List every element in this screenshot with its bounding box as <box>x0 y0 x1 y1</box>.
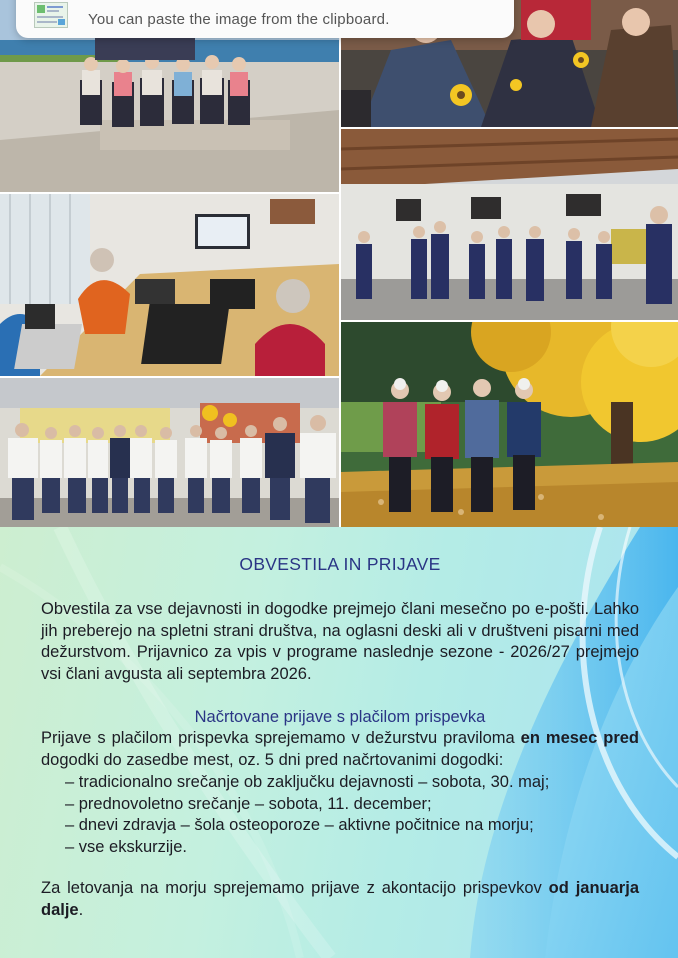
registration-text-start: Prijave s plačilom prispevka sprejemamo v dežurstvu praviloma <box>41 729 521 747</box>
list-item: – tradicionalno srečanje ob zaključku dejavnosti – sobota, 30. maj; <box>65 773 550 791</box>
clipboard-paste-notification[interactable] <box>16 0 514 38</box>
seaside-text-end: . <box>78 900 84 919</box>
choir-group-photo <box>0 378 339 527</box>
seaside-text-bold: od januarja dalje <box>41 879 639 919</box>
section-title: OBVESTILA IN PRIJAVE <box>239 554 441 574</box>
seaside-stay-paragraph <box>41 878 639 921</box>
notices-paragraph: Obvestila za vse dejavnosti in dogodke prejmejo člani mesečno po e-pošti. Lahko jih preberejo na spletni strani društva, na oglasni deski ali v društveni pisarni med dežurstvom. Prijavnico za vpis v programe naslednje sezone - 2026/27 prejmejo vsi člani avgusta ali septembra 2026. <box>41 600 639 683</box>
seaside-text-start: Za letovanja na morju sprejemamo prijave z akontacijo prispevkov <box>41 879 549 897</box>
clipboard-image-icon <box>34 2 68 28</box>
autumn-park-photo <box>341 322 678 527</box>
clipboard-paste-message: You can paste the image from the clipboard. <box>88 11 390 28</box>
registration-text-bold: en mesec pred <box>520 729 639 747</box>
section-subtitle: Načrtovane prijave s plačilom prispevka <box>194 708 486 726</box>
list-item: – prednovoletno srečanje – sobota, 11. december; <box>65 794 432 813</box>
gym-exercise-photo <box>341 129 678 320</box>
computer-class-photo <box>0 194 339 376</box>
info-panel <box>0 527 678 958</box>
list-item: – vse ekskurzije. <box>65 837 187 856</box>
registration-text-end: dogodki do zasedbe mest, oz. 5 dni pred načrtovanimi dogodki: <box>41 750 504 769</box>
events-list <box>65 772 639 858</box>
registration-paragraph <box>41 728 639 771</box>
list-item: – dnevi zdravja – šola osteoporoze – aktivne počitnice na morju; <box>65 816 534 834</box>
